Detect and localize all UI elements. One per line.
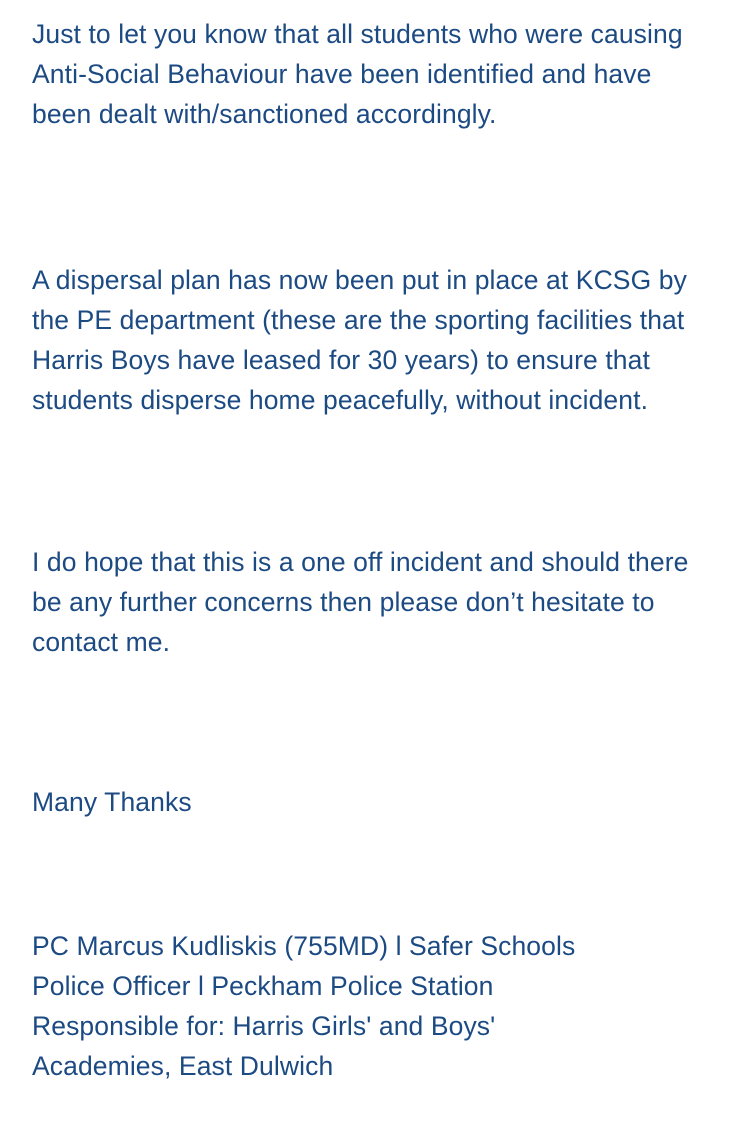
paragraph-sign-off: Many Thanks bbox=[32, 787, 192, 817]
paragraph-spacer bbox=[32, 662, 700, 782]
paragraph-notification: Just to let you know that all students who were causing Anti-Social Behaviour have been identified and have been dealt with/sanctioned accordingly. bbox=[32, 19, 683, 129]
signature-line-name-role: PC Marcus Kudliskis (755MD) l Safer Schools bbox=[32, 931, 576, 961]
signature-line-location: Academies, East Dulwich bbox=[32, 1051, 334, 1081]
signature-line-station: Police Officer l Peckham Police Station bbox=[32, 971, 494, 1001]
paragraph-closing-remark: I do hope that this is a one off incident and should there be any further concerns then please don’t hesitate to contact me. bbox=[32, 547, 689, 657]
paragraph-dispersal-plan: A dispersal plan has now been put in place at KCSG by the PE department (these are the sporting facilities that Harris Boys have leased for 30 years) to ensure that students disperse home peacefully, without incident. bbox=[32, 265, 687, 415]
signature-block bbox=[32, 926, 700, 1086]
paragraph-spacer bbox=[32, 420, 700, 542]
paragraph-spacer bbox=[32, 822, 700, 926]
paragraph-spacer bbox=[32, 134, 700, 260]
signature-line-responsibility: Responsible for: Harris Girls' and Boys' bbox=[32, 1011, 496, 1041]
